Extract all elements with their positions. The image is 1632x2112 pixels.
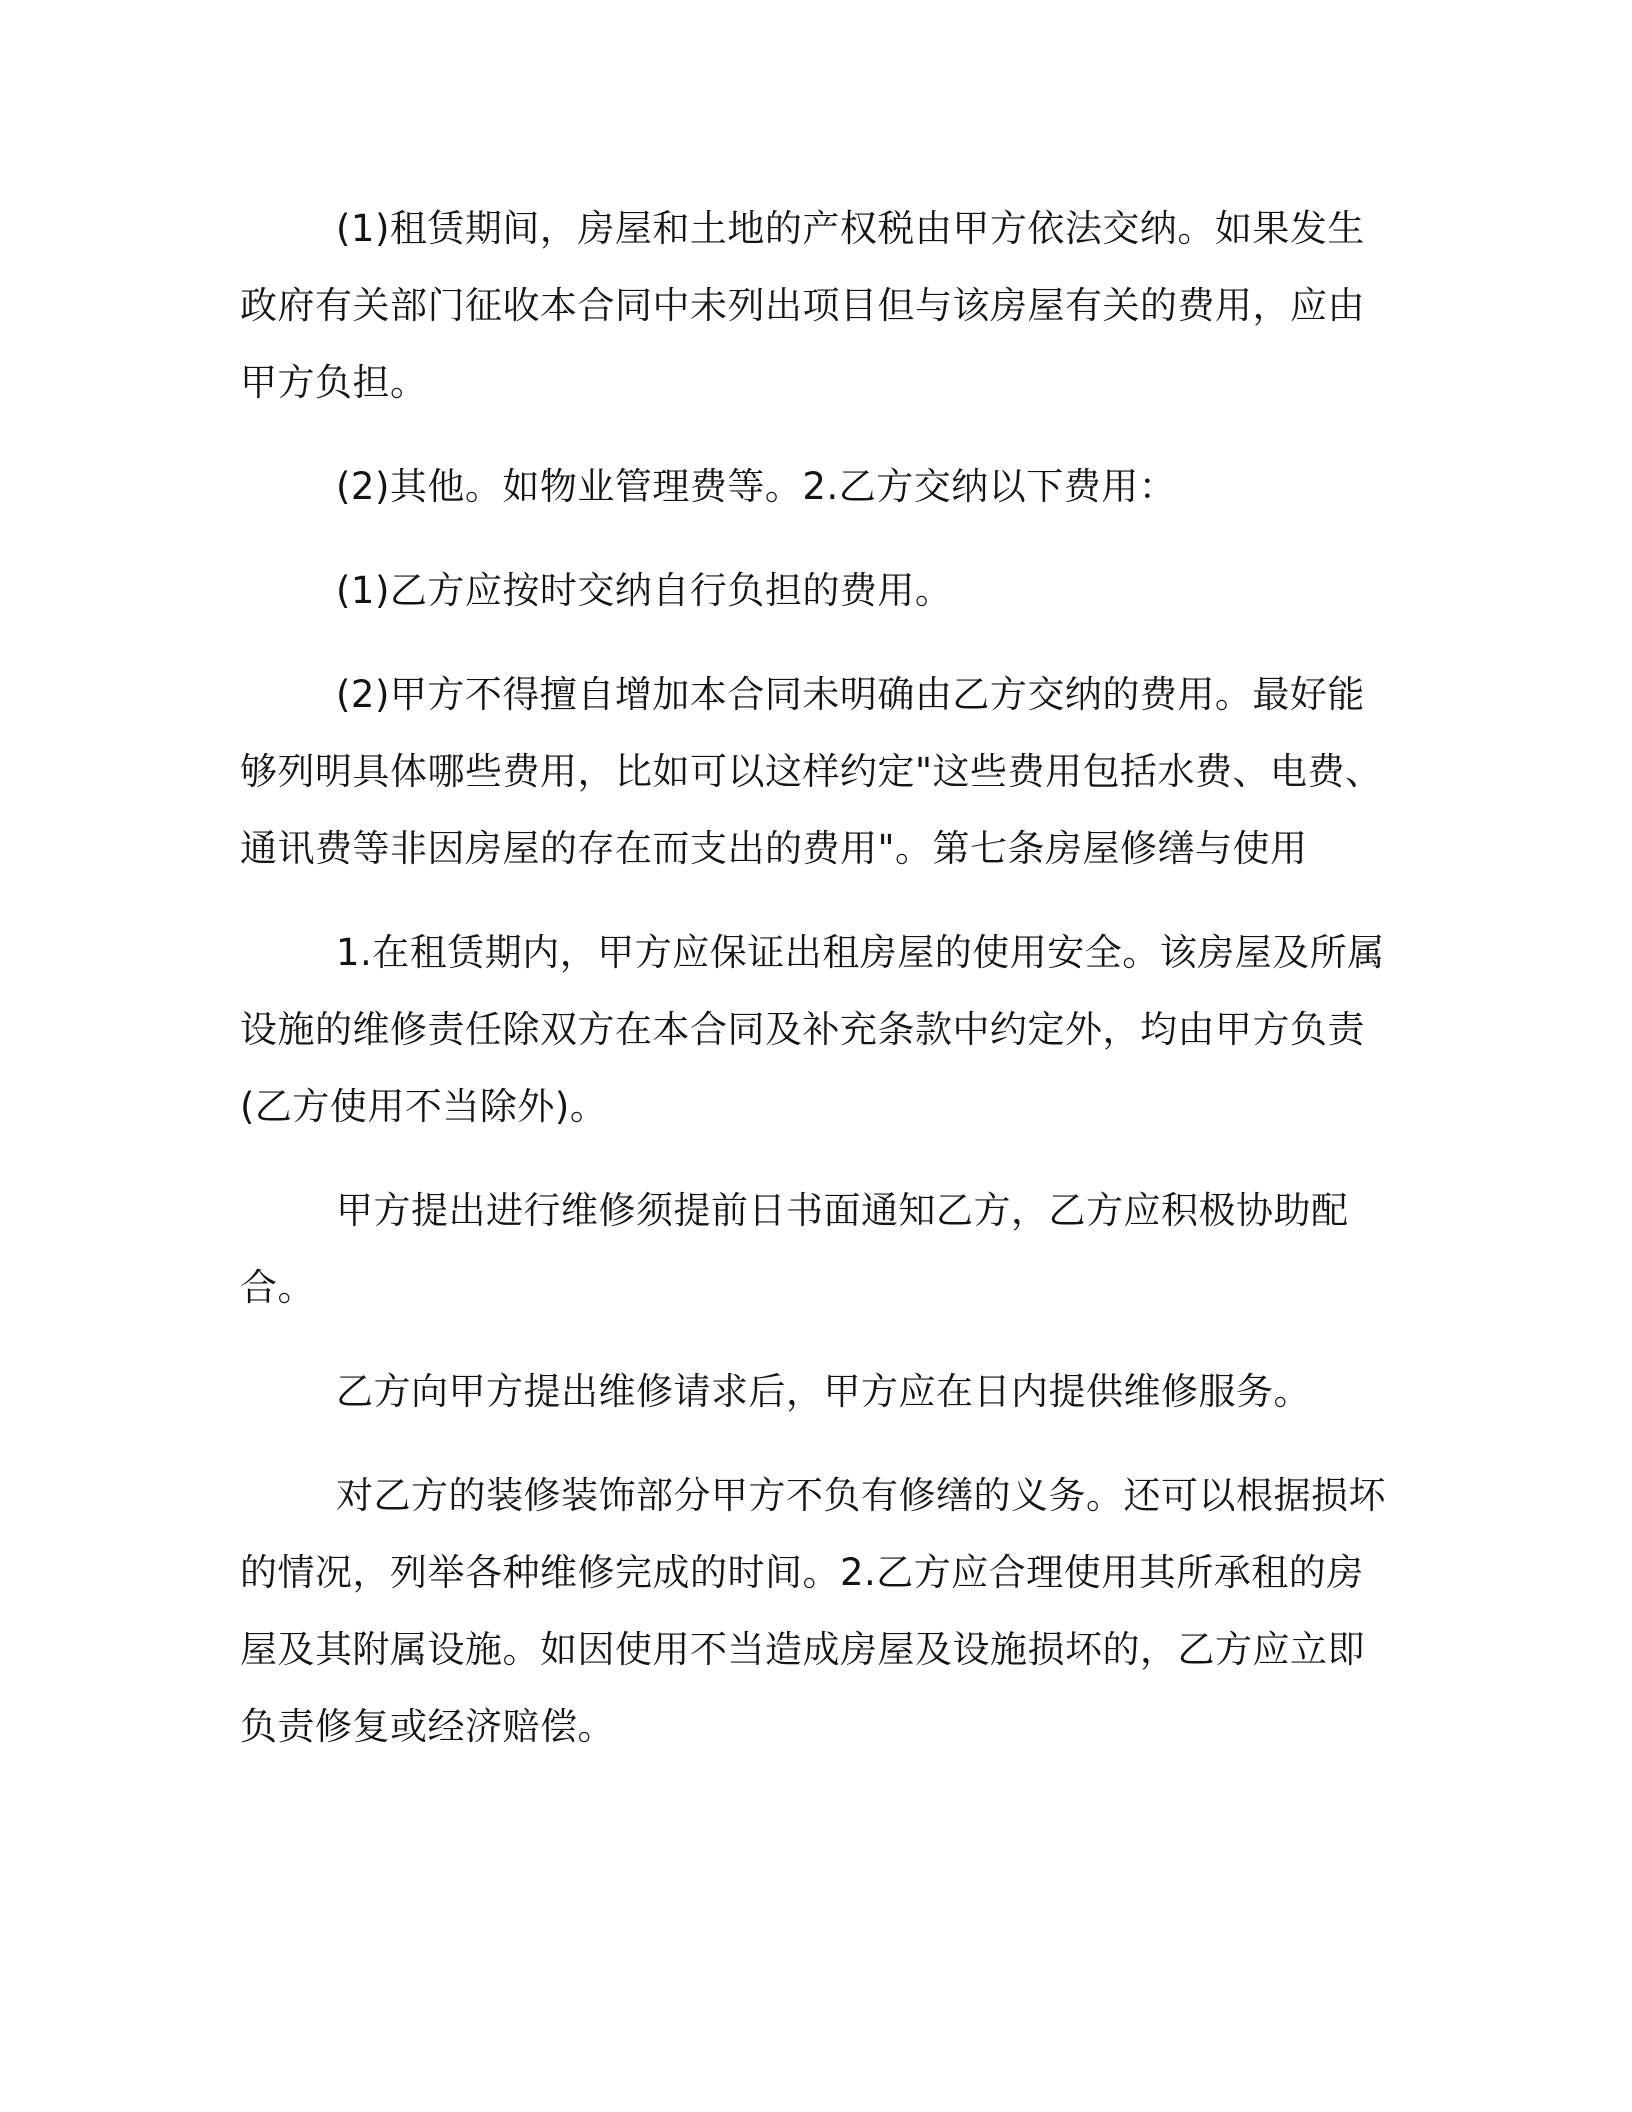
paragraph-6: 甲方提出进行维修须提前日书面通知乙方，乙方应积极协助配合。	[240, 1189, 1349, 1309]
paragraph-8: 对乙方的装修装饰部分甲方不负有修缮的义务。还可以根据损坏的情况，列举各种维修完成的时间。2.乙方应合理使用其所承租的房屋及其附属设施。如因使用不当造成房屋及设施损坏的，乙方应立即负责修复或经济赔偿。	[240, 1474, 1386, 1748]
paragraph-3: (1)乙方应按时交纳自行负担的费用。	[336, 569, 953, 612]
document-body	[240, 190, 1400, 1765]
paragraph-1: (1)租赁期间，房屋和土地的产权税由甲方依法交纳。如果发生政府有关部门征收本合同中未列出项目但与该房屋有关的费用，应由甲方负担。	[240, 207, 1365, 404]
paragraph-4: (2)甲方不得擅自增加本合同未明确由乙方交纳的费用。最好能够列明具体哪些费用，比如可以这样约定"这些费用包括水费、电费、通讯费等非因房屋的存在而支出的费用"。第七条房屋修缮与使用	[240, 673, 1383, 870]
paragraph-7: 乙方向甲方提出维修请求后，甲方应在日内提供维修服务。	[336, 1370, 1311, 1413]
paragraph-2: (2)其他。如物业管理费等。2.乙方交纳以下费用：	[336, 465, 1177, 508]
paragraph-5: 1.在租赁期内，甲方应保证出租房屋的使用安全。该房屋及所属设施的维修责任除双方在本合同及补充条款中约定外，均由甲方负责(乙方使用不当除外)。	[240, 931, 1385, 1128]
